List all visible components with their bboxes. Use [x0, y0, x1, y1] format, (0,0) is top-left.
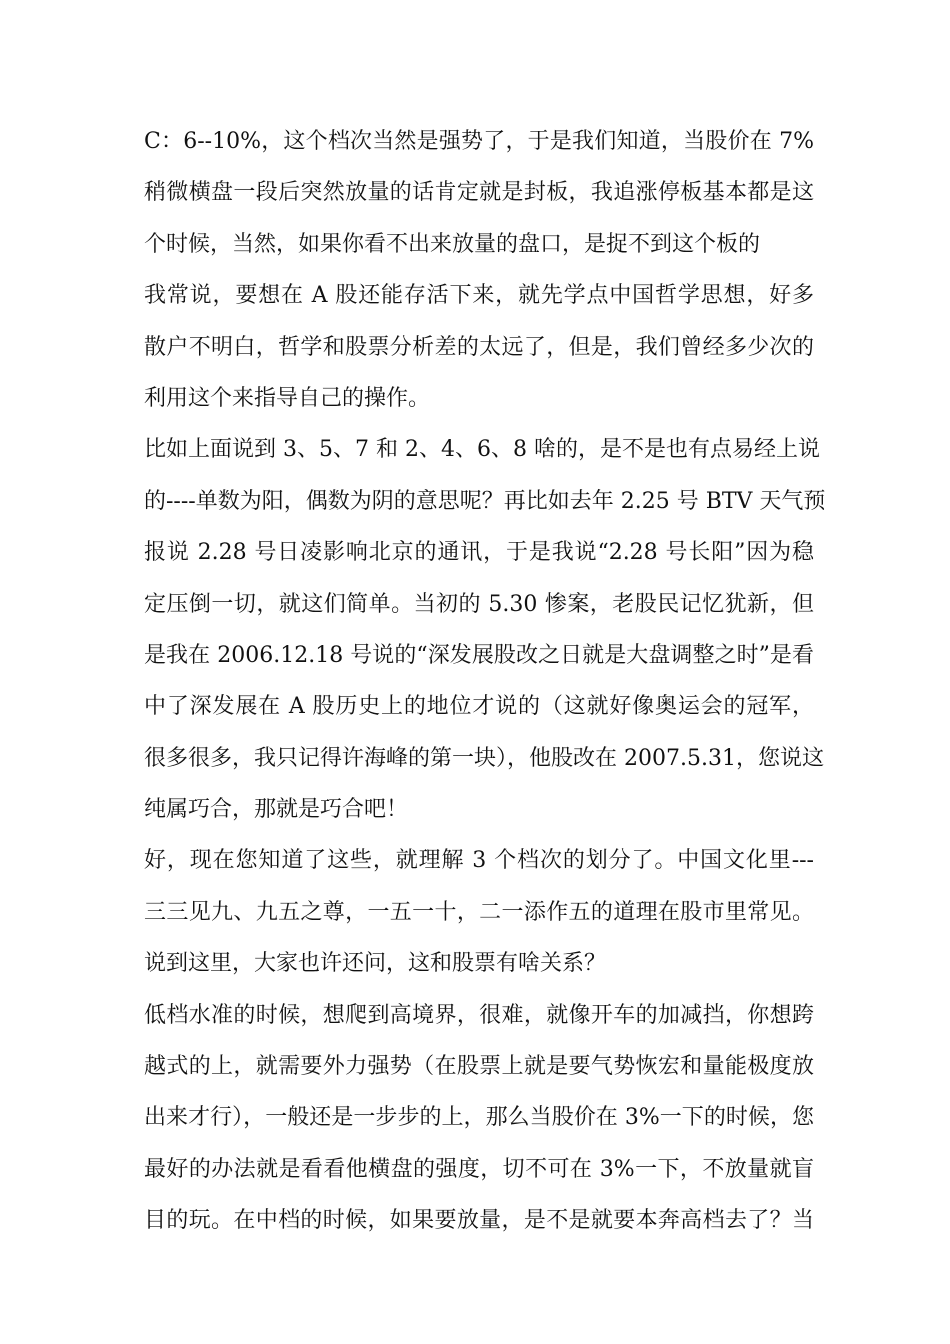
text-line: 出来才行），一般还是一步步的上，那么当股价在 3%一下的时候，您	[144, 1105, 814, 1131]
text-line: 很多很多，我只记得许海峰的第一块），他股改在 2007.5.31，您说这	[144, 745, 824, 771]
paragraph-5	[144, 990, 814, 1247]
text-line: 是我在 2006.12.18 号说的“深发展股改之日就是大盘调整之时”是看	[144, 642, 814, 668]
paragraph-4	[144, 835, 814, 989]
text-line: 的----单数为阳，偶数为阴的意思呢？再比如去年 2.25 号 BTV 天气预	[144, 488, 826, 514]
text-line: 中了深发展在 A 股历史上的地位才说的（这就好像奥运会的冠军，	[144, 694, 814, 720]
text-line: 个时候，当然，如果你看不出来放量的盘口，是捉不到这个板的	[144, 231, 761, 257]
text-line: C：6--10%，这个档次当然是强势了，于是我们知道，当股价在 7%	[144, 129, 814, 154]
text-line: 定压倒一切，就这们简单。当初的 5.30 惨案，老股民记忆犹新，但	[144, 591, 814, 617]
text-line: 我常说，要想在 A 股还能存活下来，就先学点中国哲学思想，好多	[144, 283, 814, 309]
text-line: 纯属巧合，那就是巧合吧！	[144, 797, 409, 823]
paragraph-3	[144, 424, 826, 835]
text-line: 散户不明白，哲学和股票分析差的太远了，但是，我们曾经多少次的	[144, 334, 814, 360]
text-line: 三三见九、九五之尊，一五一十，二一添作五的道理在股市里常见。	[144, 899, 814, 925]
text-line: 好，现在您知道了这些，就理解 3 个档次的划分了。中国文化里---	[144, 848, 814, 874]
text-line: 说到这里，大家也许还问，这和股票有啥关系？	[144, 951, 607, 977]
document-body	[144, 116, 826, 1247]
text-line: 目的玩。在中档的时候，如果要放量，是不是就要本奔高档去了？当	[144, 1208, 814, 1234]
text-line: 比如上面说到 3、5、7 和 2、4、6、8 啥的，是不是也有点易经上说	[144, 437, 820, 463]
text-line: 最好的办法就是看看他横盘的强度，切不可在 3%一下，不放量就盲	[144, 1156, 814, 1182]
text-line: 低档水准的时候，想爬到高境界，很难，就像开车的加减挡，你想跨	[144, 1002, 814, 1028]
text-line: 利用这个来指导自己的操作。	[144, 385, 431, 411]
paragraph-2	[144, 270, 814, 424]
paragraph-1	[144, 116, 814, 270]
text-line: 越式的上，就需要外力强势（在股票上就是要气势恢宏和量能极度放	[144, 1054, 814, 1080]
text-line: 稍微横盘一段后突然放量的话肯定就是封板，我追涨停板基本都是这	[144, 180, 814, 206]
text-line: 报说 2.28 号日凌影响北京的通讯，于是我说“2.28 号长阳”因为稳	[144, 540, 814, 566]
